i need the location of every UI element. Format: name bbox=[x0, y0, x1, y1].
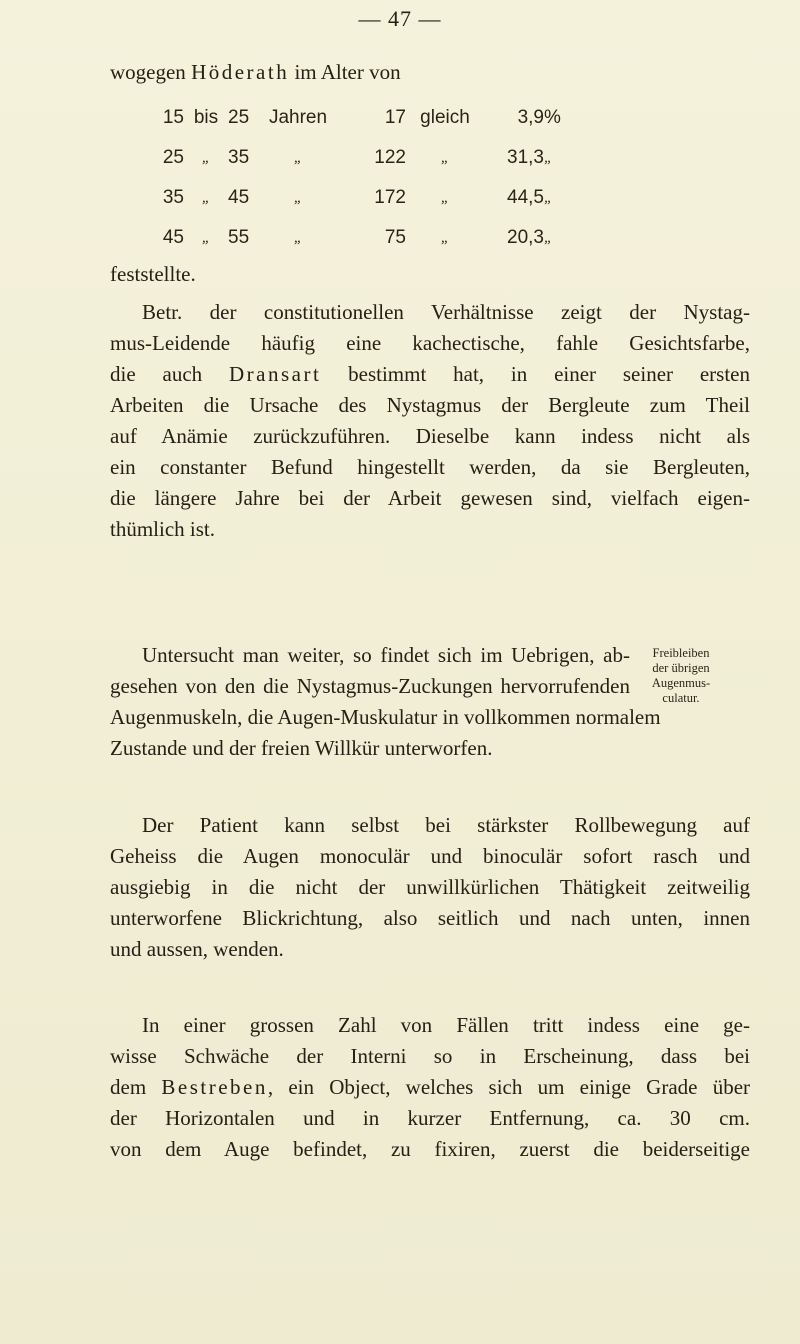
percent-sign: % bbox=[544, 107, 561, 128]
closing-word: feststellte. bbox=[110, 262, 196, 286]
percent-sign: „ bbox=[544, 229, 553, 246]
age-unit: „ bbox=[293, 149, 303, 166]
text-line: unterworfene Blickrichtung, also seitlich und nach unten, innen bbox=[110, 906, 750, 930]
text-fragment: bestimmt hat, in einer seiner ersten bbox=[348, 362, 750, 386]
age-unit: „ bbox=[293, 229, 303, 246]
age-unit: „ bbox=[293, 189, 303, 206]
text-line: Geheiss die Augen monoculär und binoculär sofort rasch und bbox=[110, 844, 750, 868]
text-line: Der Patient kann selbst bei stärkster Rollbewegung auf bbox=[142, 813, 750, 837]
margin-note-line: culatur. bbox=[662, 691, 700, 705]
age-to: 55 bbox=[228, 227, 250, 248]
margin-note bbox=[632, 646, 730, 706]
case-count: 122 bbox=[374, 147, 406, 168]
text-line: Arbeiten die Ursache des Nystagmus der Bergleute zum Theil bbox=[110, 393, 750, 417]
table-row bbox=[150, 218, 568, 258]
text-line: Augenmuskeln, die Augen-Muskulatur in vollkommen normalem bbox=[110, 705, 661, 729]
intro-line bbox=[110, 57, 401, 87]
table-row bbox=[150, 98, 568, 138]
text-line: Untersucht man weiter, so findet sich im Uebrigen, ab- bbox=[142, 643, 630, 667]
text-line bbox=[110, 1072, 750, 1103]
text-line bbox=[110, 359, 750, 390]
text-line: Betr. der constitutionellen Verhältnisse zeigt der Nystag- bbox=[142, 300, 750, 324]
equals-word: „ bbox=[440, 189, 450, 206]
margin-note-line: Freibleiben bbox=[652, 646, 710, 660]
age-separator: „ bbox=[201, 149, 211, 166]
text-line: In einer grossen Zahl von Fällen tritt indess eine ge- bbox=[142, 1013, 750, 1037]
author-name-hoederath: Höderath bbox=[191, 60, 290, 84]
age-from: 25 bbox=[162, 147, 184, 168]
text-line: mus-Leidende häufig eine kachectische, fahle Gesichtsfarbe, bbox=[110, 331, 750, 355]
text-line: und aussen, wenden. bbox=[110, 937, 284, 961]
table-row bbox=[150, 138, 568, 178]
age-to: 45 bbox=[228, 187, 250, 208]
text-fragment: die auch bbox=[110, 362, 203, 386]
paragraph-constitution bbox=[110, 297, 750, 545]
age-from: 15 bbox=[162, 107, 184, 128]
equals-word: „ bbox=[440, 149, 450, 166]
text-line: von dem Auge befindet, zu fixiren, zuerst die beiderseitige bbox=[110, 1137, 750, 1161]
paragraph-eye-muscles bbox=[110, 640, 661, 764]
age-statistics-table bbox=[150, 98, 568, 258]
text-line: Zustande und der freien Willkür unterworfen. bbox=[110, 736, 493, 760]
case-count: 172 bbox=[374, 187, 406, 208]
case-count: 17 bbox=[384, 107, 406, 128]
percent-sign: „ bbox=[544, 189, 553, 206]
age-separator: bis bbox=[193, 107, 219, 128]
page-number: — 47 — bbox=[358, 6, 442, 31]
age-separator: „ bbox=[201, 189, 211, 206]
text-line: thümlich ist. bbox=[110, 517, 215, 541]
percentage: 44,5 bbox=[507, 187, 544, 208]
age-from: 35 bbox=[162, 187, 184, 208]
text-fragment: , ein Object, welches sich um einige Grade über bbox=[267, 1075, 751, 1099]
text-fragment: dem bbox=[110, 1075, 147, 1099]
intro-text-after: im Alter von bbox=[294, 60, 401, 84]
text-line: ein constanter Befund hingestellt werden, da sie Bergleuten, bbox=[110, 455, 750, 479]
intro-text-before: wogegen bbox=[110, 60, 186, 84]
equals-word: „ bbox=[440, 229, 450, 246]
percentage: 31,3 bbox=[507, 147, 544, 168]
age-separator: „ bbox=[201, 229, 211, 246]
text-line: der Horizontalen und in kurzer Entfernung, ca. 30 cm. bbox=[110, 1106, 750, 1130]
emphasized-word-bestreben: Bestreben bbox=[161, 1075, 268, 1099]
age-to: 35 bbox=[228, 147, 250, 168]
case-count: 75 bbox=[384, 227, 406, 248]
age-unit: Jahren bbox=[268, 107, 328, 128]
percentage: 20,3 bbox=[507, 227, 544, 248]
paragraph-rolling-movement bbox=[110, 810, 750, 965]
paragraph-interni-weakness bbox=[110, 1010, 750, 1165]
margin-note-line: der übrigen bbox=[652, 661, 710, 675]
percentage: 3,9 bbox=[517, 107, 544, 128]
text-line: gesehen von den die Nystagmus-Zuckungen hervorrufenden bbox=[110, 674, 630, 698]
text-line: die längere Jahre bei der Arbeit gewesen sind, vielfach eigen- bbox=[110, 486, 750, 510]
text-line: wisse Schwäche der Interni so in Erscheinung, dass bei bbox=[110, 1044, 750, 1068]
age-to: 25 bbox=[228, 107, 250, 128]
text-line: ausgiebig in die nicht der unwillkürlichen Thätigkeit zeitweilig bbox=[110, 875, 750, 899]
equals-word: gleich bbox=[420, 107, 470, 128]
percent-sign: „ bbox=[544, 149, 553, 166]
text-line: auf Anämie zurückzuführen. Dieselbe kann indess nicht als bbox=[110, 424, 750, 448]
author-name-dransart: Dransart bbox=[228, 362, 322, 386]
margin-note-line: Augenmus- bbox=[651, 676, 711, 690]
age-from: 45 bbox=[162, 227, 184, 248]
table-row bbox=[150, 178, 568, 218]
